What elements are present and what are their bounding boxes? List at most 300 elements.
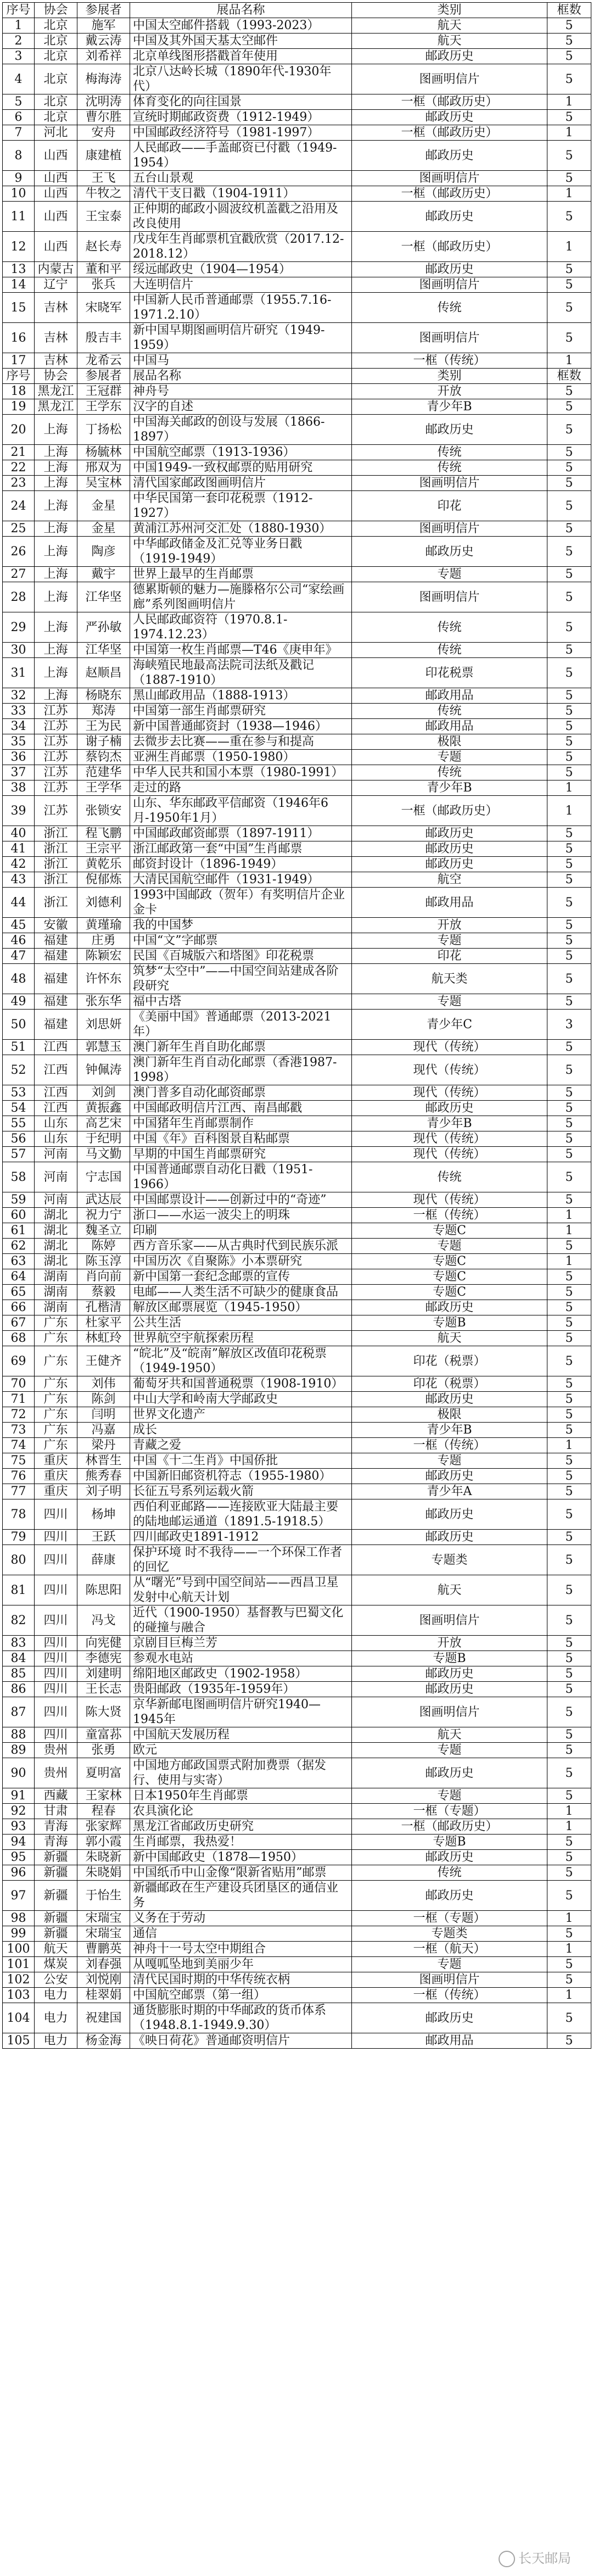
row-frames: 5 xyxy=(547,1865,591,1881)
row-exhibitor: 吴宝林 xyxy=(77,476,130,491)
row-index: 89 xyxy=(3,1743,35,1758)
row-index: 27 xyxy=(3,567,35,582)
row-frames: 5 xyxy=(547,1926,591,1942)
row-exhibitor: 朱晓新 xyxy=(77,1850,130,1865)
row-index: 12 xyxy=(3,232,35,262)
row-frames: 5 xyxy=(547,1545,591,1575)
row-association: 吉林 xyxy=(35,353,77,369)
table-row xyxy=(3,384,591,399)
row-exhibit-title: 四川邮政史1891-1912 xyxy=(130,1530,352,1545)
row-category: 邮政历史 xyxy=(352,1300,547,1315)
row-frames: 5 xyxy=(547,1407,591,1423)
row-association: 四川 xyxy=(35,1636,77,1651)
row-exhibitor: 蔡钧杰 xyxy=(77,750,130,765)
row-index: 104 xyxy=(3,2003,35,2033)
row-category: 航天 xyxy=(352,1331,547,1346)
row-exhibitor: 张兵 xyxy=(77,277,130,293)
row-index: 56 xyxy=(3,1131,35,1147)
row-association: 河南 xyxy=(35,1162,77,1192)
row-category: 邮政历史 xyxy=(352,1499,547,1530)
row-index: 74 xyxy=(3,1438,35,1453)
row-association: 北京 xyxy=(35,34,77,49)
table-row xyxy=(3,1727,591,1743)
row-association: 上海 xyxy=(35,582,77,612)
row-association: 福建 xyxy=(35,949,77,964)
row-exhibitor: 冯戈 xyxy=(77,1605,130,1636)
row-frames: 5 xyxy=(547,1682,591,1697)
row-index: 73 xyxy=(3,1423,35,1438)
row-category: 现代（传统） xyxy=(352,1055,547,1085)
row-exhibitor: 刘建明 xyxy=(77,1666,130,1682)
table-row xyxy=(3,1010,591,1040)
row-exhibitor: 董和平 xyxy=(77,262,130,277)
table-row xyxy=(3,1285,591,1300)
row-association: 上海 xyxy=(35,521,77,537)
row-index: 81 xyxy=(3,1575,35,1605)
row-exhibitor: 王宝泰 xyxy=(77,202,130,232)
row-frames: 1 xyxy=(547,796,591,826)
row-index: 96 xyxy=(3,1865,35,1881)
row-association: 河北 xyxy=(35,125,77,141)
row-category: 邮政历史 xyxy=(352,415,547,445)
table-body xyxy=(3,18,591,2049)
table-row xyxy=(3,1423,591,1438)
row-index: 46 xyxy=(3,933,35,949)
row-association: 山东 xyxy=(35,1131,77,1147)
row-category: 邮政历史 xyxy=(352,1682,547,1697)
row-exhibitor: 杨晓东 xyxy=(77,688,130,704)
row-exhibitor: 殷吉丰 xyxy=(77,323,130,353)
row-frames: 5 xyxy=(547,1315,591,1331)
header-association: 协会 xyxy=(35,3,77,18)
row-exhibit-title: 神舟十一号太空中期组合 xyxy=(130,1942,352,1957)
row-exhibitor: 向宪健 xyxy=(77,1636,130,1651)
row-index: 83 xyxy=(3,1636,35,1651)
row-category: 邮政历史 xyxy=(352,537,547,567)
row-category: 青少年B xyxy=(352,1423,547,1438)
row-category: 图画明信片 xyxy=(352,323,547,353)
row-category: 专题C xyxy=(352,1285,547,1300)
row-frames: 5 xyxy=(547,1636,591,1651)
row-association: 煤炭 xyxy=(35,1957,77,1972)
row-exhibitor: 赵长寿 xyxy=(77,232,130,262)
row-exhibit-title: 中国第一枚生肖邮票—T46《庚申年》 xyxy=(130,643,352,658)
row-frames: 5 xyxy=(547,1972,591,1988)
row-association: 四川 xyxy=(35,1530,77,1545)
row-category: 邮政历史 xyxy=(352,1850,547,1865)
row-index: 21 xyxy=(3,445,35,460)
row-association: 上海 xyxy=(35,643,77,658)
row-exhibitor: 王家林 xyxy=(77,1788,130,1804)
row-category: 专题类 xyxy=(352,1545,547,1575)
row-association: 上海 xyxy=(35,612,77,643)
row-exhibit-title: 中国纸币中山金像“限新省贴用”邮票 xyxy=(130,1865,352,1881)
row-exhibitor: 倪郁炼 xyxy=(77,872,130,888)
table-row xyxy=(3,1254,591,1269)
row-frames: 5 xyxy=(547,994,591,1010)
row-exhibit-title: 中国《年》百科图景自粘邮票 xyxy=(130,1131,352,1147)
row-association: 江西 xyxy=(35,1055,77,1085)
row-index: 54 xyxy=(3,1101,35,1116)
row-exhibit-title: 中山大学和岭南大学邮政史 xyxy=(130,1392,352,1407)
row-association: 贵州 xyxy=(35,1743,77,1758)
row-exhibitor: 魏圣立 xyxy=(77,1223,130,1239)
row-category: 邮政历史 xyxy=(352,826,547,841)
row-exhibitor: 蔡毅 xyxy=(77,1285,130,1300)
row-frames: 1 xyxy=(547,1988,591,2003)
row-exhibitor: 郭小霞 xyxy=(77,1835,130,1850)
row-exhibitor: 杨金海 xyxy=(77,2033,130,2049)
row-frames: 5 xyxy=(547,1116,591,1131)
table-row xyxy=(3,460,591,476)
row-association: 广东 xyxy=(35,1331,77,1346)
row-category: 现代（传统） xyxy=(352,1085,547,1101)
row-exhibit-title: 中国航空邮票（第一组） xyxy=(130,1988,352,2003)
row-association: 吉林 xyxy=(35,293,77,323)
row-frames: 5 xyxy=(547,1040,591,1055)
row-exhibit-title: 中国1949-一致权邮票的贴用研究 xyxy=(130,460,352,476)
row-exhibit-title: 世界航空宇航探索历程 xyxy=(130,1331,352,1346)
row-exhibit-title: 保护环境 时不我待——一个环保工作者的回忆 xyxy=(130,1545,352,1575)
table-row xyxy=(3,34,591,49)
table-row xyxy=(3,110,591,125)
row-exhibitor: 祝力宁 xyxy=(77,1208,130,1223)
row-category: 一框（传统） xyxy=(352,1988,547,2003)
row-category: 航天 xyxy=(352,1727,547,1743)
row-index: 80 xyxy=(3,1545,35,1575)
row-exhibit-title: 大连明信片 xyxy=(130,277,352,293)
row-exhibitor: 刘子明 xyxy=(77,1484,130,1499)
row-frames: 5 xyxy=(547,1743,591,1758)
row-exhibitor: 马文勤 xyxy=(77,1147,130,1162)
row-category: 邮政历史 xyxy=(352,1666,547,1682)
row-association: 山西 xyxy=(35,202,77,232)
table-row xyxy=(3,1101,591,1116)
row-association: 广东 xyxy=(35,1392,77,1407)
row-association: 江苏 xyxy=(35,780,77,796)
row-exhibit-title: 通货膨胀时期的中华邮政的货币体系（1948.8.1-1949.9.30） xyxy=(130,2003,352,2033)
row-exhibit-title: 欧元 xyxy=(130,1743,352,1758)
row-category: 一框（传统） xyxy=(352,1438,547,1453)
row-category: 邮政历史 xyxy=(352,262,547,277)
row-exhibitor: 陈婷 xyxy=(77,1239,130,1254)
row-category: 邮政历史 xyxy=(352,2003,547,2033)
row-index: 82 xyxy=(3,1605,35,1636)
row-index: 39 xyxy=(3,796,35,826)
row-exhibitor: 王学华 xyxy=(77,780,130,796)
row-exhibit-title: 中国邮政明信片江西、南昌邮戳 xyxy=(130,1101,352,1116)
row-category: 青少年B xyxy=(352,1116,547,1131)
row-category: 邮政历史 xyxy=(352,1101,547,1116)
row-category: 开放 xyxy=(352,1636,547,1651)
row-category: 专题 xyxy=(352,1743,547,1758)
table-row xyxy=(3,888,591,918)
row-index: 70 xyxy=(3,1376,35,1392)
row-exhibit-title: 亚洲生肖邮票（1950-1980） xyxy=(130,750,352,765)
row-exhibit-title: 汉字的自述 xyxy=(130,399,352,415)
table-row xyxy=(3,1223,591,1239)
row-frames: 5 xyxy=(547,567,591,582)
row-exhibitor: 施军 xyxy=(77,18,130,34)
row-exhibit-title: 黑龙江省邮政历史研究 xyxy=(130,1819,352,1835)
row-index: 25 xyxy=(3,521,35,537)
row-exhibit-title: 中华邮政储金及汇兑等业务日戳（1919-1949） xyxy=(130,537,352,567)
row-index: 36 xyxy=(3,750,35,765)
row-index: 序号 xyxy=(3,369,35,384)
row-association: 浙江 xyxy=(35,888,77,918)
row-exhibitor: 黄瑾瑜 xyxy=(77,918,130,933)
row-exhibitor: 杨毓林 xyxy=(77,445,130,460)
row-exhibitor: 郭慧玉 xyxy=(77,1040,130,1055)
row-exhibit-title: 近代（1900-1950）基督教与巴蜀文化的碰撞与融合 xyxy=(130,1605,352,1636)
row-category: 现代（传统） xyxy=(352,1147,547,1162)
row-association: 山西 xyxy=(35,232,77,262)
row-association: 上海 xyxy=(35,445,77,460)
row-index: 32 xyxy=(3,688,35,704)
row-exhibit-title: 筑梦“太空中”——中国空间站建成各阶段研究 xyxy=(130,964,352,994)
row-index: 14 xyxy=(3,277,35,293)
row-exhibitor: 张东华 xyxy=(77,994,130,1010)
row-category: 专题类 xyxy=(352,1926,547,1942)
row-index: 61 xyxy=(3,1223,35,1239)
row-category: 青少年C xyxy=(352,1010,547,1040)
row-index: 71 xyxy=(3,1392,35,1407)
row-exhibit-title: 中国太空邮件搭载（1993-2023） xyxy=(130,18,352,34)
table-row xyxy=(3,826,591,841)
row-exhibit-title: 澳门普多自动化邮资邮票 xyxy=(130,1085,352,1101)
row-association: 浙江 xyxy=(35,826,77,841)
row-category: 青少年A xyxy=(352,1484,547,1499)
row-exhibit-title: 义务在于劳动 xyxy=(130,1911,352,1926)
row-index: 38 xyxy=(3,780,35,796)
row-exhibitor: 严孙敏 xyxy=(77,612,130,643)
row-category: 专题B xyxy=(352,1651,547,1666)
table-row xyxy=(3,1376,591,1392)
row-category: 专题 xyxy=(352,1957,547,1972)
table-row xyxy=(3,262,591,277)
table-row xyxy=(3,1162,591,1192)
row-association: 上海 xyxy=(35,415,77,445)
row-exhibitor: 范建华 xyxy=(77,765,130,780)
table-row xyxy=(3,415,591,445)
table-row xyxy=(3,688,591,704)
row-index: 93 xyxy=(3,1819,35,1835)
row-exhibit-title: 绵阳地区邮政史（1902-1958） xyxy=(130,1666,352,1682)
row-association: 北京 xyxy=(35,94,77,110)
header-category: 类别 xyxy=(352,3,547,18)
row-frames: 1 xyxy=(547,1819,591,1835)
row-frames: 5 xyxy=(547,18,591,34)
row-category: 邮政历史 xyxy=(352,202,547,232)
row-index: 16 xyxy=(3,323,35,353)
table-row xyxy=(3,1957,591,1972)
table-row xyxy=(3,399,591,415)
row-index: 34 xyxy=(3,719,35,734)
row-index: 94 xyxy=(3,1835,35,1850)
row-frames: 5 xyxy=(547,949,591,964)
row-association: 四川 xyxy=(35,1697,77,1727)
row-exhibit-title: 贵阳邮政（1935年-1959年） xyxy=(130,1682,352,1697)
row-exhibit-title: 葡萄牙共和国普通税票（1908-1910） xyxy=(130,1376,352,1392)
row-exhibit-title: 体育变化的向往国景 xyxy=(130,94,352,110)
row-exhibitor: 邢双为 xyxy=(77,460,130,476)
row-category: 一框（专题） xyxy=(352,1911,547,1926)
row-frames: 3 xyxy=(547,1010,591,1040)
row-index: 9 xyxy=(3,171,35,186)
row-exhibit-title: 中国历次《自聚陈》小本票研究 xyxy=(130,1254,352,1269)
table-row xyxy=(3,1469,591,1484)
table-row xyxy=(3,750,591,765)
row-index: 6 xyxy=(3,110,35,125)
row-category: 专题 xyxy=(352,1239,547,1254)
row-frames: 1 xyxy=(547,1223,591,1239)
row-frames: 1 xyxy=(547,1254,591,1269)
row-index: 30 xyxy=(3,643,35,658)
row-frames: 5 xyxy=(547,1835,591,1850)
row-association: 航天 xyxy=(35,1942,77,1957)
row-category: 现代（传统） xyxy=(352,1040,547,1055)
row-exhibit-title: 浙江邮政第一套“中国”生肖邮票 xyxy=(130,841,352,857)
row-exhibit-title: 生肖邮票，我热爱！ xyxy=(130,1835,352,1850)
row-exhibit-title: 长征五号系列运载火箭 xyxy=(130,1484,352,1499)
row-category: 一框（邮政历史） xyxy=(352,94,547,110)
row-exhibitor: 丁扬松 xyxy=(77,415,130,445)
table-row xyxy=(3,918,591,933)
row-association: 江苏 xyxy=(35,750,77,765)
row-exhibitor: 龙希云 xyxy=(77,353,130,369)
row-exhibit-title: 邮资封设计（1896-1949） xyxy=(130,857,352,872)
row-frames: 1 xyxy=(547,780,591,796)
row-frames: 5 xyxy=(547,1423,591,1438)
row-exhibitor: 宁志国 xyxy=(77,1162,130,1192)
row-exhibitor: 王冠群 xyxy=(77,384,130,399)
row-index: 95 xyxy=(3,1850,35,1865)
row-frames: 5 xyxy=(547,612,591,643)
row-exhibitor: 许怀东 xyxy=(77,964,130,994)
row-association: 山西 xyxy=(35,186,77,202)
row-index: 45 xyxy=(3,918,35,933)
row-index: 1 xyxy=(3,18,35,34)
row-association: 河南 xyxy=(35,1192,77,1208)
row-index: 55 xyxy=(3,1116,35,1131)
row-index: 10 xyxy=(3,186,35,202)
row-association: 湖北 xyxy=(35,1223,77,1239)
row-exhibit-title: 通信 xyxy=(130,1926,352,1942)
row-exhibit-title: 京剧目巨梅兰芳 xyxy=(130,1636,352,1651)
row-association: 江苏 xyxy=(35,734,77,750)
row-exhibitor: 刘剑 xyxy=(77,1085,130,1101)
row-frames: 5 xyxy=(547,857,591,872)
row-exhibitor: 江华坚 xyxy=(77,582,130,612)
row-category: 印花（税票） xyxy=(352,1376,547,1392)
row-index: 77 xyxy=(3,1484,35,1499)
row-category: 邮政用品 xyxy=(352,2033,547,2049)
row-frames: 5 xyxy=(547,918,591,933)
row-category: 专题B xyxy=(352,1315,547,1331)
table-row xyxy=(3,658,591,688)
row-exhibit-title: 早期的中国生肖邮票研究 xyxy=(130,1147,352,1162)
row-frames: 5 xyxy=(547,1484,591,1499)
row-category: 专题 xyxy=(352,567,547,582)
row-index: 72 xyxy=(3,1407,35,1423)
row-association: 公安 xyxy=(35,1972,77,1988)
row-category: 印花税票 xyxy=(352,658,547,688)
row-exhibit-title: 电邮——人类生活不可缺少的健康食品 xyxy=(130,1285,352,1300)
row-association: 甘肃 xyxy=(35,1804,77,1819)
row-frames: 5 xyxy=(547,262,591,277)
row-association: 浙江 xyxy=(35,841,77,857)
row-association: 电力 xyxy=(35,1988,77,2003)
row-category: 一框（传统） xyxy=(352,353,547,369)
table-row xyxy=(3,1530,591,1545)
row-category: 航空 xyxy=(352,872,547,888)
row-exhibit-title: 中华人民共和国小本票（1980-1991） xyxy=(130,765,352,780)
row-category: 传统 xyxy=(352,704,547,719)
table-row xyxy=(3,64,591,94)
row-index: 47 xyxy=(3,949,35,964)
row-exhibit-title: 印刷 xyxy=(130,1223,352,1239)
row-association: 山西 xyxy=(35,171,77,186)
row-frames: 5 xyxy=(547,750,591,765)
row-association: 四川 xyxy=(35,1651,77,1666)
table-row xyxy=(3,643,591,658)
row-frames: 1 xyxy=(547,94,591,110)
row-exhibit-title: 黄浦江苏州河交汇处（1880-1930） xyxy=(130,521,352,537)
table-row xyxy=(3,1988,591,2003)
row-exhibitor: 冯嘉 xyxy=(77,1423,130,1438)
row-index: 88 xyxy=(3,1727,35,1743)
row-frames: 5 xyxy=(547,2033,591,2049)
row-exhibit-title: 展品名称 xyxy=(130,369,352,384)
table-row xyxy=(3,1942,591,1957)
row-exhibit-title: 澳门新年生肖自动化邮票（香港1987-1998） xyxy=(130,1055,352,1085)
row-association: 上海 xyxy=(35,658,77,688)
row-index: 29 xyxy=(3,612,35,643)
row-frames: 5 xyxy=(547,888,591,918)
row-category: 传统 xyxy=(352,1162,547,1192)
row-exhibit-title: 中国海关邮政的创设与发展（1866-1897） xyxy=(130,415,352,445)
row-index: 7 xyxy=(3,125,35,141)
row-association: 江西 xyxy=(35,1101,77,1116)
row-category: 专题C xyxy=(352,1269,547,1285)
row-exhibitor: 夏明富 xyxy=(77,1758,130,1788)
row-frames: 5 xyxy=(547,1697,591,1727)
row-exhibit-title: 从“曙光”号到中国空间站——西昌卫星发射中心航天计划 xyxy=(130,1575,352,1605)
row-category: 图画明信片 xyxy=(352,171,547,186)
row-index: 87 xyxy=(3,1697,35,1727)
row-exhibitor: 程飞鹏 xyxy=(77,826,130,841)
table-row xyxy=(3,1682,591,1697)
table-row xyxy=(3,445,591,460)
row-category: 一框（邮政历史） xyxy=(352,796,547,826)
row-frames: 5 xyxy=(547,1331,591,1346)
row-association: 黑龙江 xyxy=(35,384,77,399)
row-exhibitor: 金星 xyxy=(77,521,130,537)
table-row xyxy=(3,49,591,64)
row-association: 上海 xyxy=(35,688,77,704)
row-exhibitor: 王长志 xyxy=(77,1682,130,1697)
table-row xyxy=(3,1788,591,1804)
row-association: 广东 xyxy=(35,1407,77,1423)
row-category: 图画明信片 xyxy=(352,521,547,537)
table-row xyxy=(3,1881,591,1911)
row-index: 11 xyxy=(3,202,35,232)
row-category: 邮政历史 xyxy=(352,1758,547,1788)
row-frames: 5 xyxy=(547,1788,591,1804)
row-exhibit-title: 福中古塔 xyxy=(130,994,352,1010)
row-index: 51 xyxy=(3,1040,35,1055)
row-exhibitor: 金星 xyxy=(77,491,130,521)
